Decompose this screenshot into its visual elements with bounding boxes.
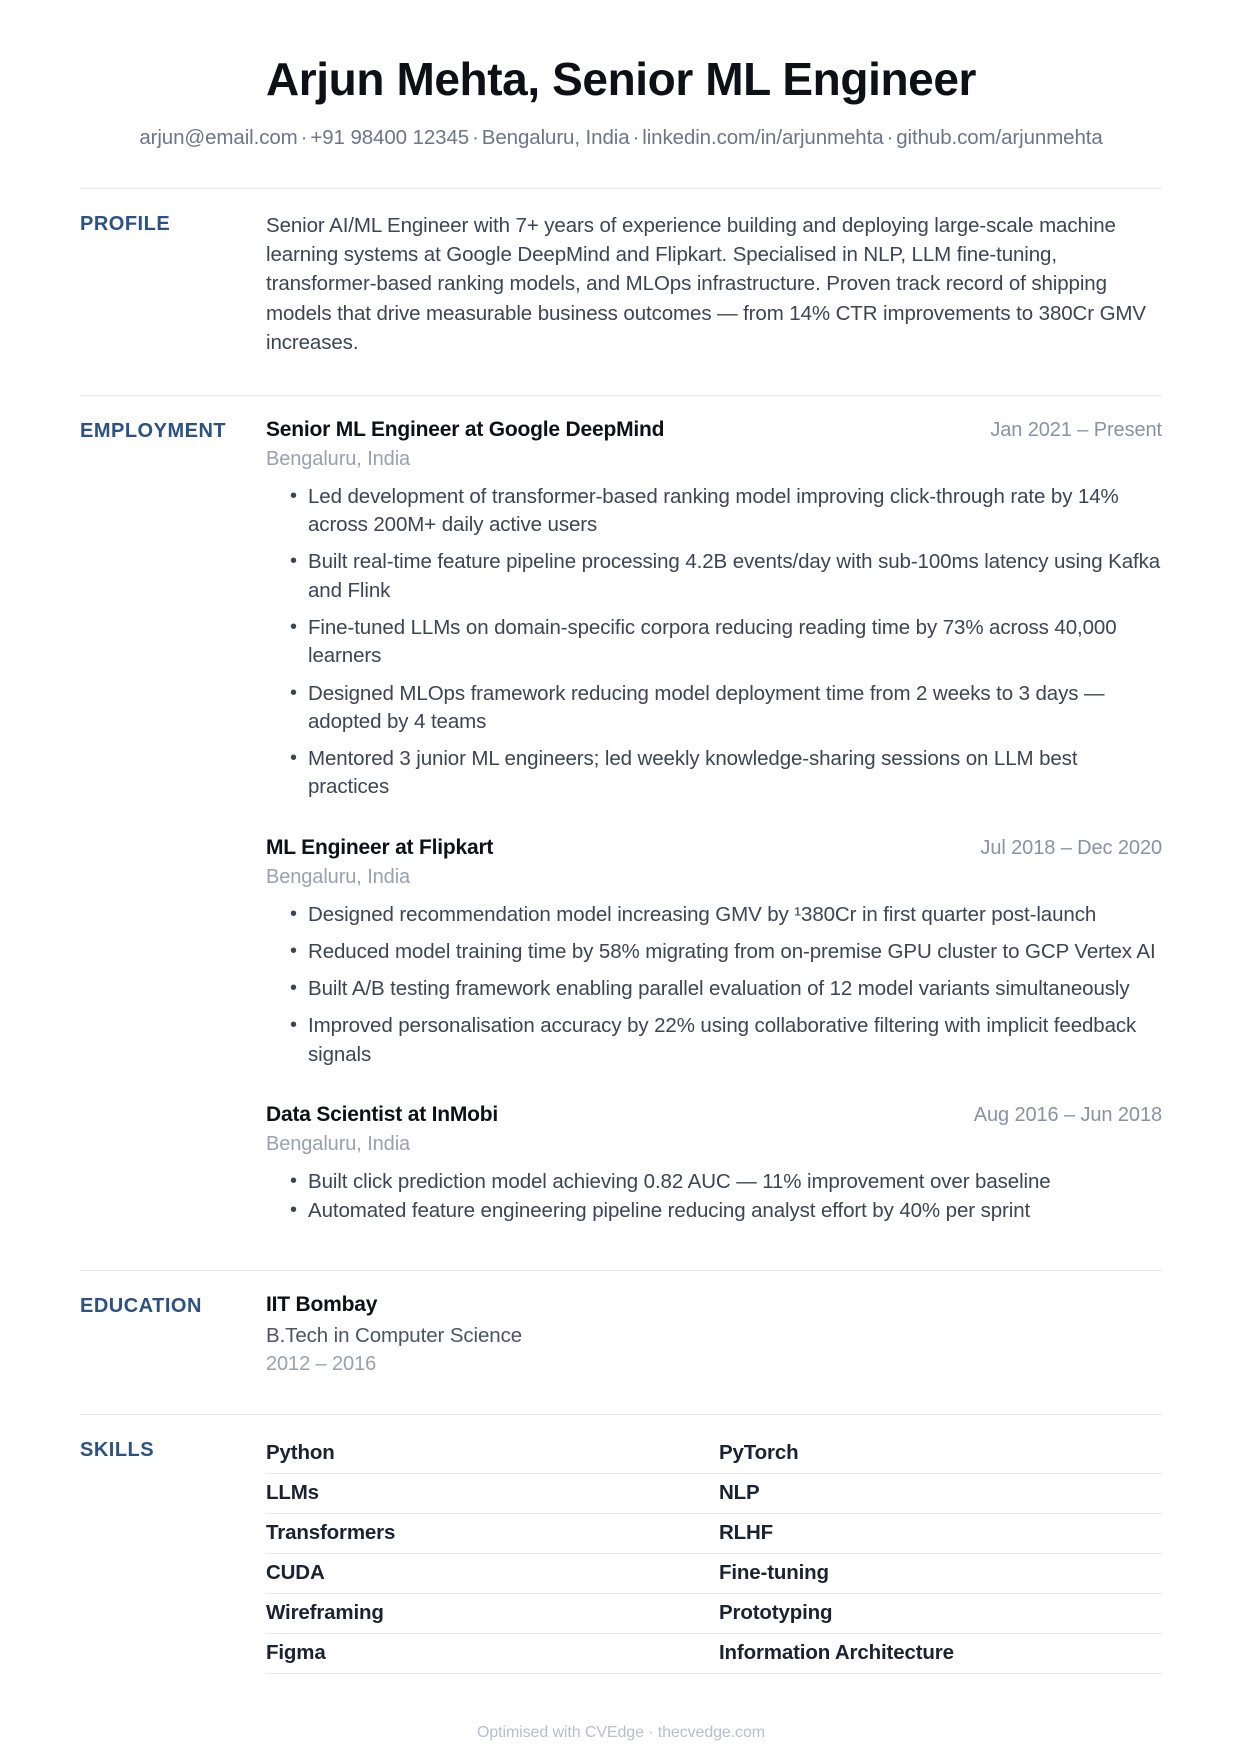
skill-row	[266, 1554, 1162, 1594]
profile-body	[266, 211, 1162, 357]
job-entry	[266, 418, 1162, 802]
job-bullet: • Reduced model training time by 58% migrating from on-premise GPU cluster to GCP Vertex AI	[266, 938, 1162, 966]
education-degree: B.Tech in Computer Science	[266, 1323, 523, 1347]
skill-row	[266, 1514, 1162, 1554]
job-title: Data Scientist at InMobi	[266, 1103, 499, 1127]
skill-item: CUDA	[266, 1560, 325, 1584]
skill-item: Information Architecture	[719, 1640, 954, 1664]
skill-item: Fine-tuning	[719, 1560, 829, 1584]
job-location: Bengaluru, India	[266, 447, 411, 470]
section-label-skills: SKILLS	[80, 1438, 155, 1461]
section-profile	[80, 189, 1162, 357]
education-body	[266, 1293, 1162, 1376]
skill-item: Prototyping	[719, 1600, 833, 1624]
skill-row	[266, 1594, 1162, 1634]
contact-separator: ·	[632, 126, 640, 150]
job-dates: Jul 2018 – Dec 2020	[980, 836, 1162, 859]
job-title: ML Engineer at Flipkart	[266, 835, 494, 859]
job-dates: Aug 2016 – Jun 2018	[973, 1104, 1162, 1127]
job-bullet: • Automated feature engineering pipeline reducing analyst effort by 40% per sprint	[266, 1197, 1162, 1225]
contact-line	[80, 126, 1162, 150]
contact-phone[interactable]: +91 98400 12345	[310, 126, 470, 150]
skill-row	[266, 1434, 1162, 1474]
job-title: Senior ML Engineer at Google DeepMind	[266, 417, 665, 441]
contact-github[interactable]: github.com/arjunmehta	[896, 126, 1103, 150]
education-dates: 2012 – 2016	[266, 1352, 377, 1375]
section-label-profile: PROFILE	[80, 213, 171, 236]
section-label-education: EDUCATION	[80, 1294, 202, 1317]
contact-location: Bengaluru, India	[481, 126, 630, 150]
employment-body	[266, 418, 1162, 1232]
job-location: Bengaluru, India	[266, 1133, 411, 1156]
page-title: Arjun Mehta, Senior ML Engineer	[265, 53, 977, 105]
job-dates: Jan 2021 – Present	[990, 418, 1162, 441]
contact-separator: ·	[886, 126, 894, 150]
skill-row	[266, 1634, 1162, 1674]
job-bullet-list	[266, 901, 1162, 1069]
contact-separator: ·	[472, 126, 479, 150]
skill-item: Figma	[266, 1640, 326, 1664]
job-bullet-list	[266, 1168, 1162, 1226]
job-bullet: • Built real-time feature pipeline processing 4.2B events/day with sub-100ms latency using Kafka and Flink	[266, 548, 1162, 605]
skill-item: RLHF	[719, 1520, 774, 1544]
job-bullet: • Designed MLOps framework reducing model deployment time from 2 weeks to 3 days — adopted by 4 teams	[266, 680, 1162, 737]
skill-item: PyTorch	[719, 1440, 799, 1464]
job-entry	[266, 836, 1162, 1069]
job-header	[266, 1103, 1162, 1127]
skill-item: Python	[266, 1440, 335, 1464]
section-skills	[80, 1415, 1162, 1674]
job-header	[266, 418, 1162, 442]
skills-body	[266, 1437, 1162, 1674]
contact-email[interactable]: arjun@email.com	[139, 126, 298, 150]
skill-item: Transformers	[266, 1520, 396, 1544]
skills-grid	[266, 1434, 1162, 1674]
section-employment	[80, 396, 1162, 1232]
job-bullet-list	[266, 483, 1162, 802]
job-entry	[266, 1103, 1162, 1226]
skill-row	[266, 1474, 1162, 1514]
job-bullet: • Designed recommendation model increasing GMV by ¹380Cr in first quarter post-launch	[266, 901, 1162, 929]
contact-separator: ·	[300, 126, 308, 150]
section-label-employment: EMPLOYMENT	[80, 419, 227, 442]
job-location: Bengaluru, India	[266, 865, 411, 888]
job-bullet: • Improved personalisation accuracy by 22% using collaborative filtering with implicit feedback signals	[266, 1012, 1162, 1069]
job-bullet: • Built A/B testing framework enabling parallel evaluation of 12 model variants simultaneously	[266, 975, 1162, 1003]
skill-item: NLP	[719, 1480, 760, 1504]
skill-item: Wireframing	[266, 1600, 384, 1624]
profile-summary: Senior AI/ML Engineer with 7+ years of experience building and deploying large-scale machine learning systems at Google DeepMind and Flipkart. Specialised in NLP, LLM fine-tuning, transformer-based ranking models, and MLOps infrastructure. Proven track record of shipping models that drive measurable business outcomes — from 14% CTR improvements to 380Cr GMV increases.	[266, 214, 1146, 354]
education-school: IIT Bombay	[266, 1292, 378, 1316]
skill-item: LLMs	[266, 1480, 319, 1504]
job-bullet: • Mentored 3 junior ML engineers; led weekly knowledge-sharing sessions on LLM best practices	[266, 745, 1162, 802]
job-bullet: • Led development of transformer-based ranking model improving click-through rate by 14% across 200M+ daily active users	[266, 483, 1162, 540]
job-bullet: • Built click prediction model achieving 0.82 AUC — 11% improvement over baseline	[266, 1168, 1162, 1196]
footer-attribution: Optimised with CVEdge · thecvedge.com	[477, 1724, 765, 1741]
job-header	[266, 836, 1162, 860]
resume-header	[80, 0, 1162, 150]
contact-linkedin[interactable]: linkedin.com/in/arjunmehta	[642, 126, 884, 150]
job-bullet: • Fine-tuned LLMs on domain-specific corpora reducing reading time by 73% across 40,000 learners	[266, 614, 1162, 671]
section-education	[80, 1271, 1162, 1376]
